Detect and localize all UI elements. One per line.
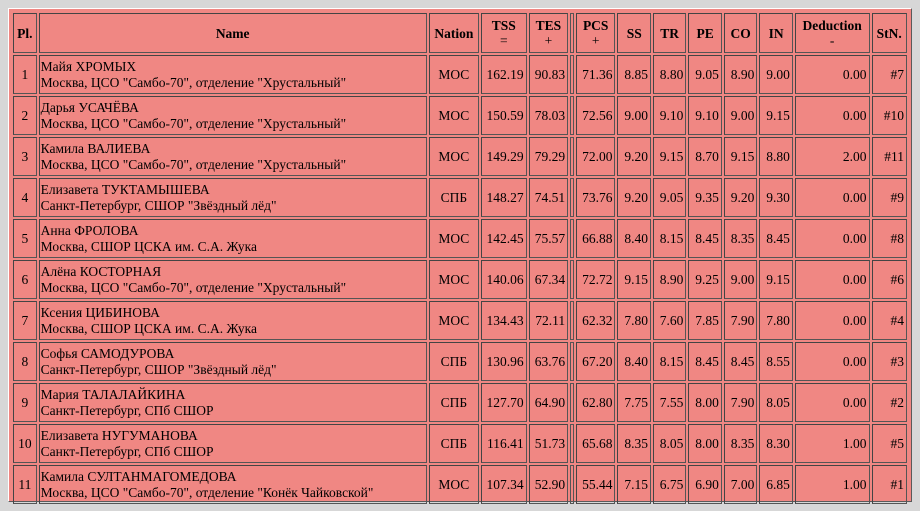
co-cell: 8.90: [724, 55, 757, 94]
tes-cell: 90.83: [529, 55, 569, 94]
tes-cell: 72.11: [529, 301, 569, 340]
tes-cell: 51.73: [529, 424, 569, 463]
tes-cell: 74.51: [529, 178, 569, 217]
col-header-pe: PE: [688, 13, 721, 53]
skater-name: Ксения ЦИБИНОВА: [40, 304, 160, 320]
pcs-cell: 72.72: [576, 260, 616, 299]
col-header-deduction: [795, 13, 870, 53]
nation-cell: СПБ: [429, 178, 479, 217]
skater-name: Мария ТАЛАЛАЙКИНА: [40, 386, 186, 402]
place-cell: 9: [13, 383, 37, 422]
column-separator: [570, 383, 574, 422]
place-cell: 3: [13, 137, 37, 176]
nation-cell: СПБ: [429, 383, 479, 422]
tss-cell: 148.27: [481, 178, 527, 217]
start-number-cell: #10: [872, 96, 908, 135]
in-cell: 8.45: [759, 219, 792, 258]
skater-cell: [39, 342, 427, 381]
column-separator: [570, 13, 574, 53]
table-row: [13, 383, 907, 422]
place-cell: 6: [13, 260, 37, 299]
skater-cell: [39, 260, 427, 299]
start-number-cell: #1: [872, 465, 908, 504]
column-separator: [570, 342, 574, 381]
in-cell: 8.80: [759, 137, 792, 176]
skater-cell: [39, 465, 427, 504]
nation-cell: СПБ: [429, 342, 479, 381]
column-separator: [570, 178, 574, 217]
skater-name: Анна ФРОЛОВА: [40, 222, 139, 238]
co-cell: 7.90: [724, 301, 757, 340]
table-row: [13, 465, 907, 504]
tr-cell: 7.55: [653, 383, 686, 422]
skater-name: Камила ВАЛИЕВА: [40, 140, 151, 156]
tr-cell: 8.05: [653, 424, 686, 463]
col-header-in: IN: [759, 13, 792, 53]
deduction-cell: 1.00: [795, 424, 870, 463]
skater-name: Елизавета ТУКТАМЫШЕВА: [40, 181, 210, 197]
table-row: [13, 424, 907, 463]
co-cell: 8.35: [724, 219, 757, 258]
deduction-cell: 0.00: [795, 260, 870, 299]
header-row: [13, 13, 907, 53]
results-body: [13, 55, 907, 504]
in-cell: 9.30: [759, 178, 792, 217]
in-cell: 7.80: [759, 301, 792, 340]
tss-cell: 140.06: [481, 260, 527, 299]
pe-cell: 8.70: [688, 137, 721, 176]
in-cell: 8.30: [759, 424, 792, 463]
pcs-operator: +: [591, 33, 600, 48]
pe-cell: 6.90: [688, 465, 721, 504]
nation-cell: МОС: [429, 96, 479, 135]
deduction-cell: 0.00: [795, 383, 870, 422]
pe-cell: 9.35: [688, 178, 721, 217]
skater-club: Санкт-Петербург, СШОР "Звёздный лёд": [40, 361, 277, 377]
tss-cell: 107.34: [481, 465, 527, 504]
pcs-cell: 73.76: [576, 178, 616, 217]
start-number-cell: #3: [872, 342, 908, 381]
co-cell: 8.35: [724, 424, 757, 463]
column-separator: [570, 465, 574, 504]
tr-cell: 7.60: [653, 301, 686, 340]
skater-name: Алёна КОСТОРНАЯ: [40, 263, 162, 279]
tr-cell: 8.90: [653, 260, 686, 299]
in-cell: 9.15: [759, 96, 792, 135]
deduction-label: Deduction: [802, 18, 862, 33]
place-cell: 11: [13, 465, 37, 504]
col-header-stn: StN.: [872, 13, 908, 53]
tr-cell: 9.10: [653, 96, 686, 135]
deduction-cell: 2.00: [795, 137, 870, 176]
tr-cell: 8.15: [653, 219, 686, 258]
skater-name: Софья САМОДУРОВА: [40, 345, 175, 361]
pcs-label: PCS: [582, 18, 609, 33]
column-separator: [570, 260, 574, 299]
column-separator: [570, 301, 574, 340]
skater-club: Москва, ЦСО "Самбо-70", отделение "Хрустальный": [40, 115, 347, 131]
col-header-tes: [529, 13, 569, 53]
deduction-cell: 0.00: [795, 219, 870, 258]
deduction-cell: 0.00: [795, 55, 870, 94]
skater-club: Москва, СШОР ЦСКА им. С.А. Жука: [40, 320, 257, 336]
tr-cell: 8.15: [653, 342, 686, 381]
start-number-cell: #2: [872, 383, 908, 422]
co-cell: 9.15: [724, 137, 757, 176]
tss-cell: 149.29: [481, 137, 527, 176]
skater-cell: [39, 383, 427, 422]
deduction-cell: 0.00: [795, 178, 870, 217]
co-cell: 9.00: [724, 260, 757, 299]
skater-cell: [39, 55, 427, 94]
start-number-cell: #7: [872, 55, 908, 94]
deduction-cell: 0.00: [795, 301, 870, 340]
pe-cell: 8.00: [688, 383, 721, 422]
column-separator: [570, 55, 574, 94]
col-header-pl: Pl.: [13, 13, 37, 53]
start-number-cell: #6: [872, 260, 908, 299]
tr-cell: 8.80: [653, 55, 686, 94]
col-header-name: Name: [39, 13, 427, 53]
deduction-cell: 0.00: [795, 342, 870, 381]
column-separator: [570, 424, 574, 463]
tss-cell: 116.41: [481, 424, 527, 463]
skater-name: Майя ХРОМЫХ: [40, 58, 137, 74]
pe-cell: 9.25: [688, 260, 721, 299]
nation-cell: СПБ: [429, 424, 479, 463]
results-panel: [8, 8, 912, 502]
place-cell: 5: [13, 219, 37, 258]
pe-cell: 8.00: [688, 424, 721, 463]
pcs-cell: 65.68: [576, 424, 616, 463]
start-number-cell: #4: [872, 301, 908, 340]
tr-cell: 9.05: [653, 178, 686, 217]
deduction-operator: -: [829, 33, 835, 48]
skater-club: Санкт-Петербург, СШОР "Звёздный лёд": [40, 197, 277, 213]
ss-cell: 8.40: [617, 342, 650, 381]
col-header-ss: SS: [617, 13, 650, 53]
co-cell: 8.45: [724, 342, 757, 381]
start-number-cell: #8: [872, 219, 908, 258]
ss-cell: 7.80: [617, 301, 650, 340]
pcs-cell: 72.00: [576, 137, 616, 176]
tss-operator: =: [499, 33, 508, 48]
in-cell: 9.00: [759, 55, 792, 94]
nation-cell: МОС: [429, 55, 479, 94]
tes-cell: 64.90: [529, 383, 569, 422]
table-row: [13, 260, 907, 299]
place-cell: 7: [13, 301, 37, 340]
pcs-cell: 71.36: [576, 55, 616, 94]
place-cell: 2: [13, 96, 37, 135]
table-row: [13, 342, 907, 381]
column-separator: [570, 137, 574, 176]
nation-cell: МОС: [429, 465, 479, 504]
tss-label: TSS: [491, 18, 516, 33]
ss-cell: 9.20: [617, 178, 650, 217]
co-cell: 9.20: [724, 178, 757, 217]
pcs-cell: 67.20: [576, 342, 616, 381]
pcs-cell: 72.56: [576, 96, 616, 135]
tes-cell: 79.29: [529, 137, 569, 176]
ss-cell: 8.35: [617, 424, 650, 463]
col-header-nation: Nation: [429, 13, 479, 53]
table-row: [13, 137, 907, 176]
skater-name: Дарья УСАЧЁВА: [40, 99, 139, 115]
tes-cell: 67.34: [529, 260, 569, 299]
skater-cell: [39, 301, 427, 340]
column-separator: [570, 219, 574, 258]
place-cell: 10: [13, 424, 37, 463]
place-cell: 8: [13, 342, 37, 381]
table-row: [13, 301, 907, 340]
start-number-cell: #5: [872, 424, 908, 463]
skater-cell: [39, 219, 427, 258]
nation-cell: МОС: [429, 260, 479, 299]
ss-cell: 7.15: [617, 465, 650, 504]
col-header-tr: TR: [653, 13, 686, 53]
pe-cell: 7.85: [688, 301, 721, 340]
in-cell: 8.55: [759, 342, 792, 381]
col-header-co: CO: [724, 13, 757, 53]
skater-cell: [39, 178, 427, 217]
tss-cell: 150.59: [481, 96, 527, 135]
tss-cell: 127.70: [481, 383, 527, 422]
table-row: [13, 178, 907, 217]
column-separator: [570, 96, 574, 135]
pcs-cell: 62.80: [576, 383, 616, 422]
in-cell: 9.15: [759, 260, 792, 299]
table-row: [13, 219, 907, 258]
ss-cell: 7.75: [617, 383, 650, 422]
results-table: [11, 11, 909, 506]
skater-club: Москва, ЦСО "Самбо-70", отделение "Хрустальный": [40, 156, 347, 172]
start-number-cell: #9: [872, 178, 908, 217]
skater-club: Москва, ЦСО "Самбо-70", отделение "Хрустальный": [40, 74, 347, 90]
pe-cell: 9.05: [688, 55, 721, 94]
skater-name: Камила СУЛТАНМАГОМЕДОВА: [40, 468, 237, 484]
tes-cell: 78.03: [529, 96, 569, 135]
place-cell: 1: [13, 55, 37, 94]
tss-cell: 134.43: [481, 301, 527, 340]
col-header-pcs: [576, 13, 616, 53]
skater-club: Санкт-Петербург, СПб СШОР: [40, 402, 214, 418]
tes-cell: 75.57: [529, 219, 569, 258]
pe-cell: 8.45: [688, 219, 721, 258]
tss-cell: 142.45: [481, 219, 527, 258]
deduction-cell: 1.00: [795, 465, 870, 504]
tr-cell: 6.75: [653, 465, 686, 504]
start-number-cell: #11: [872, 137, 908, 176]
deduction-cell: 0.00: [795, 96, 870, 135]
ss-cell: 8.85: [617, 55, 650, 94]
skater-club: Москва, ЦСО "Самбо-70", отделение "Конёк Чайковской": [40, 484, 374, 500]
co-cell: 9.00: [724, 96, 757, 135]
pcs-cell: 66.88: [576, 219, 616, 258]
pcs-cell: 55.44: [576, 465, 616, 504]
ss-cell: 9.00: [617, 96, 650, 135]
ss-cell: 8.40: [617, 219, 650, 258]
skater-cell: [39, 424, 427, 463]
ss-cell: 9.15: [617, 260, 650, 299]
pe-cell: 8.45: [688, 342, 721, 381]
place-cell: 4: [13, 178, 37, 217]
tes-cell: 63.76: [529, 342, 569, 381]
skater-club: Москва, ЦСО "Самбо-70", отделение "Хрустальный": [40, 279, 347, 295]
tes-label: TES: [535, 18, 562, 33]
skater-club: Москва, СШОР ЦСКА им. С.А. Жука: [40, 238, 257, 254]
skater-cell: [39, 137, 427, 176]
tes-operator: +: [544, 33, 553, 48]
nation-cell: МОС: [429, 301, 479, 340]
table-row: [13, 55, 907, 94]
col-header-tss: [481, 13, 527, 53]
tr-cell: 9.15: [653, 137, 686, 176]
tss-cell: 162.19: [481, 55, 527, 94]
co-cell: 7.90: [724, 383, 757, 422]
ss-cell: 9.20: [617, 137, 650, 176]
nation-cell: МОС: [429, 219, 479, 258]
tes-cell: 52.90: [529, 465, 569, 504]
skater-club: Санкт-Петербург, СПб СШОР: [40, 443, 214, 459]
co-cell: 7.00: [724, 465, 757, 504]
nation-cell: МОС: [429, 137, 479, 176]
tss-cell: 130.96: [481, 342, 527, 381]
pcs-cell: 62.32: [576, 301, 616, 340]
table-row: [13, 96, 907, 135]
in-cell: 8.05: [759, 383, 792, 422]
skater-cell: [39, 96, 427, 135]
skater-name: Елизавета НУГУМАНОВА: [40, 427, 198, 443]
pe-cell: 9.10: [688, 96, 721, 135]
in-cell: 6.85: [759, 465, 792, 504]
